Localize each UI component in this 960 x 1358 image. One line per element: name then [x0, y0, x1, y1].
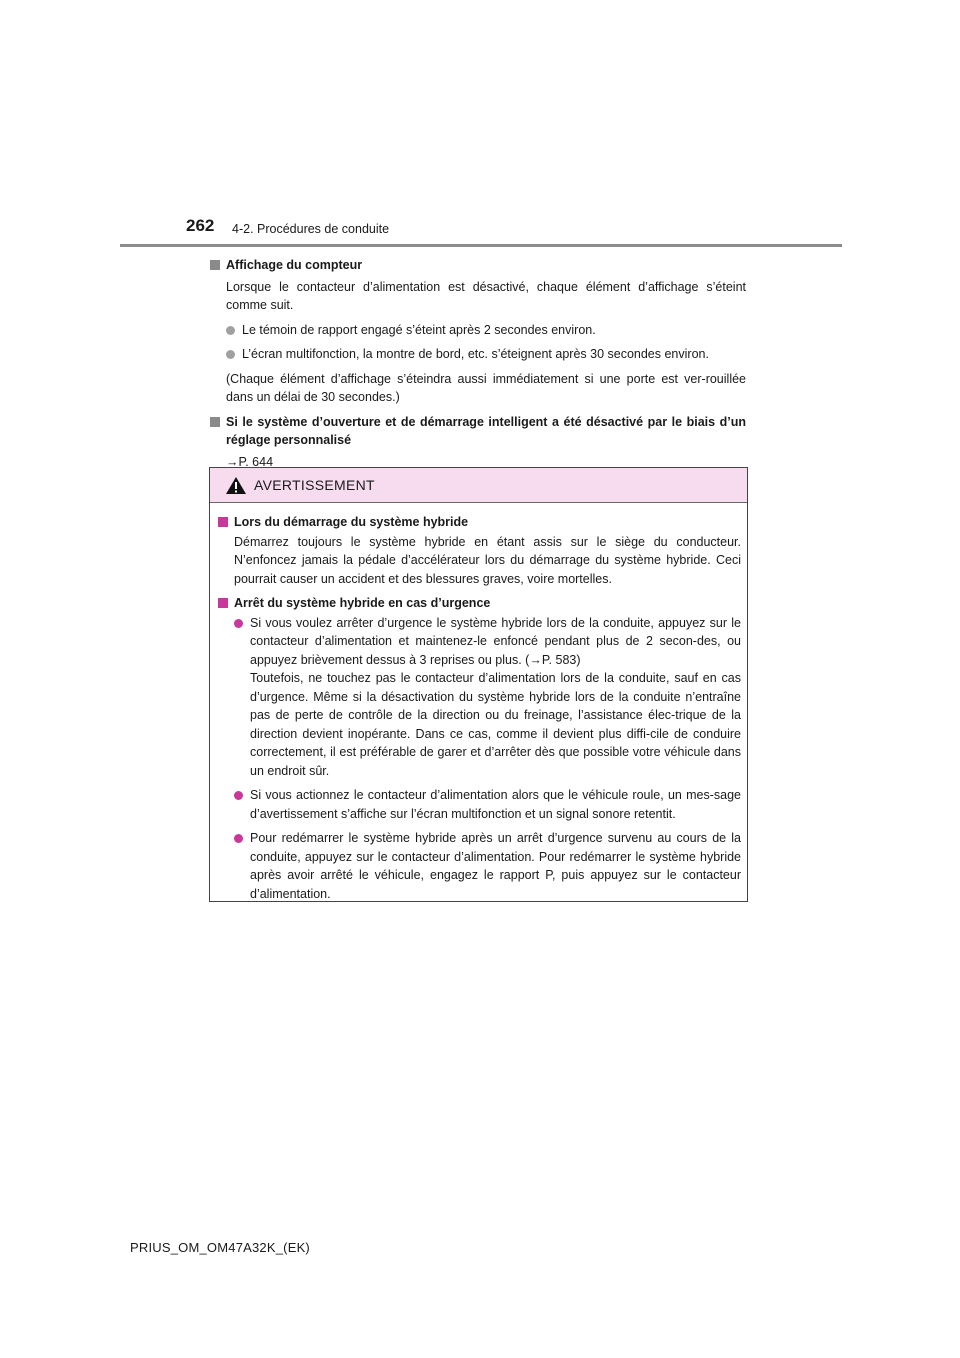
heading-text: Si le système d’ouverture et de démarrage intelligent a été désactivé par le biais d’un réglage personnalisé — [226, 414, 746, 447]
square-bullet-icon — [210, 417, 220, 427]
list-item-text: Pour redémarrer le système hybride après un arrêt d’urgence survenu au cours de la conduite, appuyez sur le contacteur d’alimentation. Pour redémarrer le système hybride après avoir arrêté le véhicule, engagez le rapport P, puis appuyez sur le contacteur d’alimentation. — [250, 831, 741, 901]
header-rule — [120, 244, 842, 247]
list-item — [210, 345, 746, 364]
warning-body — [210, 503, 747, 903]
square-bullet-icon — [210, 260, 220, 270]
square-bullet-icon — [218, 517, 228, 527]
list-item — [210, 321, 746, 340]
warning-header — [210, 468, 747, 503]
circle-bullet-icon — [234, 791, 243, 800]
square-bullet-icon — [218, 598, 228, 608]
list-item-text: Le témoin de rapport engagé s’éteint après 2 secondes environ. — [242, 322, 596, 337]
warning-title: AVERTISSEMENT — [254, 477, 375, 493]
document-code: PRIUS_OM_OM47A32K_(EK) — [130, 1240, 310, 1255]
list-item — [218, 614, 741, 781]
list-item-text: Si vous voulez arrêter d’urgence le système hybride lors de la conduite, appuyez sur le contacteur d’alimentation et maintenez-le enfoncé pendant plus de 2 secon-des, ou appuyez brièvement dessus à 3 reprises ou plus. (→P. 583) — [250, 615, 741, 667]
list-item — [218, 829, 741, 903]
main-content — [210, 256, 746, 479]
section-heading — [210, 413, 746, 450]
warning-triangle-icon — [225, 476, 247, 500]
section-heading — [210, 256, 746, 275]
list-item-continuation: Toutefois, ne touchez pas le contacteur d’alimentation lors de la conduite, sauf en cas d’urgence. Même si la désactivation du système hybride lors de la conduite n’entraîne pas de perte de contrôle de la direction ou du freinage, l’assistance élec-trique de la direction devient inopérante. Dans ce cas, comme il devient plus diffi-cile de conduire correctement, il est préférable de garer et d’arrêter dès que possible votre véhicule dans un endroit sûr. — [250, 671, 741, 778]
heading-text: Affichage du compteur — [226, 258, 363, 272]
page-reference-link[interactable]: →P. 644 — [226, 454, 274, 469]
heading-text: Arrêt du système hybride en cas d’urgence — [234, 596, 491, 610]
warning-heading — [218, 513, 741, 532]
list-item-text: L’écran multifonction, la montre de bord, etc. s’éteignent après 30 secondes environ. — [242, 347, 709, 361]
list-item — [218, 786, 741, 823]
circle-bullet-icon — [234, 834, 243, 843]
list-item-text: Si vous actionnez le contacteur d’alimentation alors que le véhicule roule, un mes-sage d’avertissement s’affiche sur l’écran multifonction et un signal sonore retentit. — [250, 788, 741, 821]
warning-heading — [218, 594, 741, 613]
circle-bullet-icon — [226, 350, 235, 359]
note-paragraph: (Chaque élément d’affichage s’éteindra aussi immédiatement si une porte est ver-rouillée dans un délai de 30 secondes.) — [226, 371, 746, 404]
page-number: 262 — [186, 216, 215, 235]
warning-box — [209, 467, 748, 902]
circle-bullet-icon — [226, 326, 235, 335]
circle-bullet-icon — [234, 619, 243, 628]
paragraph: Démarrez toujours le système hybride en étant assis sur le siège du conducteur. N’enfoncez jamais la pédale d’accélérateur lors du démarrage du système hybride. Ceci pourrait causer un accident et des blessures graves, voire mortelles. — [234, 534, 741, 586]
heading-text: Lors du démarrage du système hybride — [234, 515, 469, 529]
section-title: 4-2. Procédures de conduite — [232, 222, 390, 236]
paragraph: Lorsque le contacteur d’alimentation est désactivé, chaque élément d’affichage s’éteint comme suit. — [226, 279, 746, 312]
